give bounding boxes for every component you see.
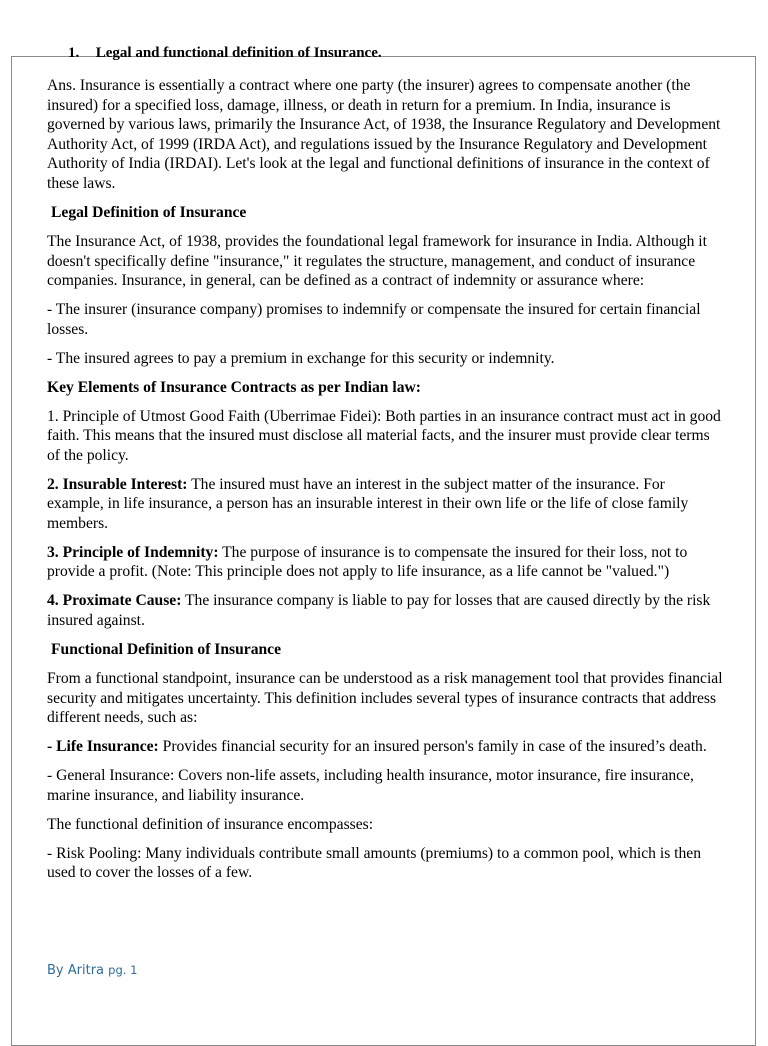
- insured-bullet: - The insured agrees to pay a premium in exchange for this security or indemnity.: [47, 349, 555, 367]
- legal-definition-heading: Legal Definition of Insurance: [51, 203, 247, 221]
- intro-paragraph: Ans. Insurance is essentially a contract where one party (the insurer) agrees to compensate another (the insured) for a specified loss, damage, illness, or death in return for a premium. In India, insurance is governed by various laws, primarily the Insurance Act, of 1938, the Insurance Regulatory and Development Authority Act, of 1999 (IRDA Act), and regulations issued by the Insurance Regulatory and Development Authority of India (IRDAI). Let's look at the legal and functional definitions of insurance in the context of these laws.: [47, 77, 721, 192]
- risk-pooling-bullet: - Risk Pooling: Many individuals contribute small amounts (premiums) to a common pool, which is then used to cover the losses of a few.: [47, 844, 702, 881]
- element-insurable-interest: [47, 475, 725, 534]
- page-footer: [47, 963, 137, 978]
- encompasses-paragraph: The functional definition of insurance encompasses:: [47, 815, 374, 833]
- section-heading: [68, 44, 382, 63]
- general-insurance-bullet: - General Insurance: Covers non-life assets, including health insurance, motor insurance, fire insurance, marine insurance, and liability insurance.: [47, 767, 694, 804]
- footer-page-number: pg. 1: [108, 963, 138, 977]
- element-proximate-cause-label: 4. Proximate Cause:: [47, 592, 182, 609]
- key-elements-heading: Key Elements of Insurance Contracts as per Indian law:: [47, 378, 421, 396]
- element-proximate-cause: [47, 591, 725, 630]
- life-insurance-text: Provides financial security for an insured person's family in case of the insured’s death.: [158, 738, 707, 755]
- element-insurable-interest-label: 2. Insurable Interest:: [47, 475, 188, 493]
- life-insurance-bullet: [47, 737, 725, 757]
- section-title: Legal and functional definition of Insurance.: [95, 45, 382, 61]
- insurer-bullet: - The insurer (insurance company) promises to indemnify or compensate the insured for certain financial losses.: [47, 301, 701, 338]
- element-indemnity: [47, 543, 725, 582]
- footer-author: By Aritra: [47, 963, 105, 978]
- functional-definition-paragraph: From a functional standpoint, insurance can be understood as a risk management tool that provides financial security and mitigates uncertainty. This definition includes several types of insurance contracts that address different needs, such as:: [47, 670, 723, 726]
- document-body: [47, 76, 725, 892]
- element-proximate-cause-text: The insurance company is liable to pay for losses that are caused directly by the risk insured against.: [47, 592, 711, 629]
- element-indemnity-label: 3. Principle of Indemnity:: [47, 543, 219, 561]
- element-indemnity-text: The purpose of insurance is to compensate the insured for their loss, not to provide a profit. (Note: This principle does not apply to life insurance, as a life cannot be "valued."): [47, 543, 688, 580]
- functional-definition-heading: Functional Definition of Insurance: [51, 640, 282, 658]
- section-number: 1.: [68, 45, 80, 61]
- element-utmost-good-faith: 1. Principle of Utmost Good Faith (Uberrimae Fidei): Both parties in an insurance contract must act in good faith. This means that the insured must disclose all material facts, and the insurer must provide clear terms of the policy.: [47, 407, 721, 464]
- life-insurance-label: - Life Insurance:: [47, 738, 159, 755]
- legal-definition-paragraph: The Insurance Act, of 1938, provides the foundational legal framework for insurance in India. Although it doesn't specifically define "insurance," it regulates the structure, management, and conduct of insurance companies. Insurance, in general, can be defined as a contract of indemnity or assurance where:: [47, 233, 707, 289]
- element-insurable-interest-text: The insured must have an interest in the subject matter of the insurance. For example, in life insurance, a person has an insurable interest in their own life or the life of close family members.: [47, 475, 689, 532]
